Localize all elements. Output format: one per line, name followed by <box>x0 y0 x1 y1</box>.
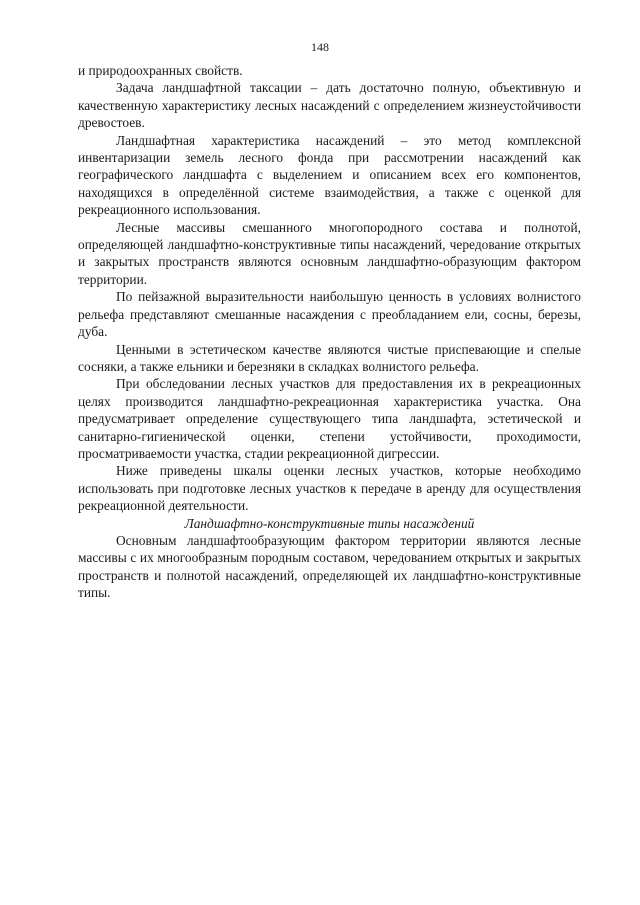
paragraph-landscape-factor: Основным ландшафтообразующим фактором территории являются лесные массивы с их многообразным породным составом, чередованием открытых и закрытых пространств и полнотой насаждений, определяющей их ландшафтно-конструктивные типы. <box>78 532 581 601</box>
paragraph-landscape-characteristic: Ландшафтная характеристика насаждений – это метод комплексной инвентаризации земель лесного фонда при рассмотрении насаждений как географического ландшафта с выделением и описанием всех его компонентов, находящихся в определённой системе взаимодействия, а также с оценкой для рекреационного использования. <box>78 132 581 218</box>
page-number: 148 <box>311 40 329 54</box>
paragraph-aesthetic-quality: Ценными в эстетическом качестве являются чистые приспевающие и спелые сосняки, а также ельники и березняки в складках волнистого рельефа. <box>78 341 581 374</box>
paragraph-taxation-task: Задача ландшафтной таксации – дать достаточно полную, объективную и качественную характеристику лесных насаждений с определением жизнеустойчивости древостоев. <box>78 80 581 131</box>
paragraph-survey: При обследовании лесных участков для предоставления их в рекреационных целях производится ландшафтно-рекреационная характеристика участка. Она предусматривает определение существующего типа ландшафта, эстетической и санитарно-гигиенической оценки, степени устойчивости, проходимости, просматриваемости участка, стадии рекреационной дигрессии. <box>78 376 581 461</box>
paragraph-scenic-value: По пейзажной выразительности наибольшую ценность в условиях волнистого рельефа представляют смешанные насаждения с преобладанием ели, сосны, березы, дуба. <box>78 289 581 340</box>
paragraph-forest-massifs: Лесные массивы смешанного многопородного состава и полнотой, определяющей ландшафтно-конструктивные типы насаждений, чередование открытых и закрытых пространств являются основным ландшафтно-образующим фактором территории. <box>78 219 581 287</box>
paragraph-assessment-scales: Ниже приведены шкалы оценки лесных участков, которые необходимо использовать при подготовке лесных участков к передаче в аренду для осуществления рекреационной деятельности. <box>78 463 581 514</box>
section-heading: Ландшафтно-конструктивные типы насаждений <box>184 515 475 531</box>
paragraph-continuation: и природоохранных свойств. <box>78 63 243 78</box>
document-body <box>78 62 581 602</box>
